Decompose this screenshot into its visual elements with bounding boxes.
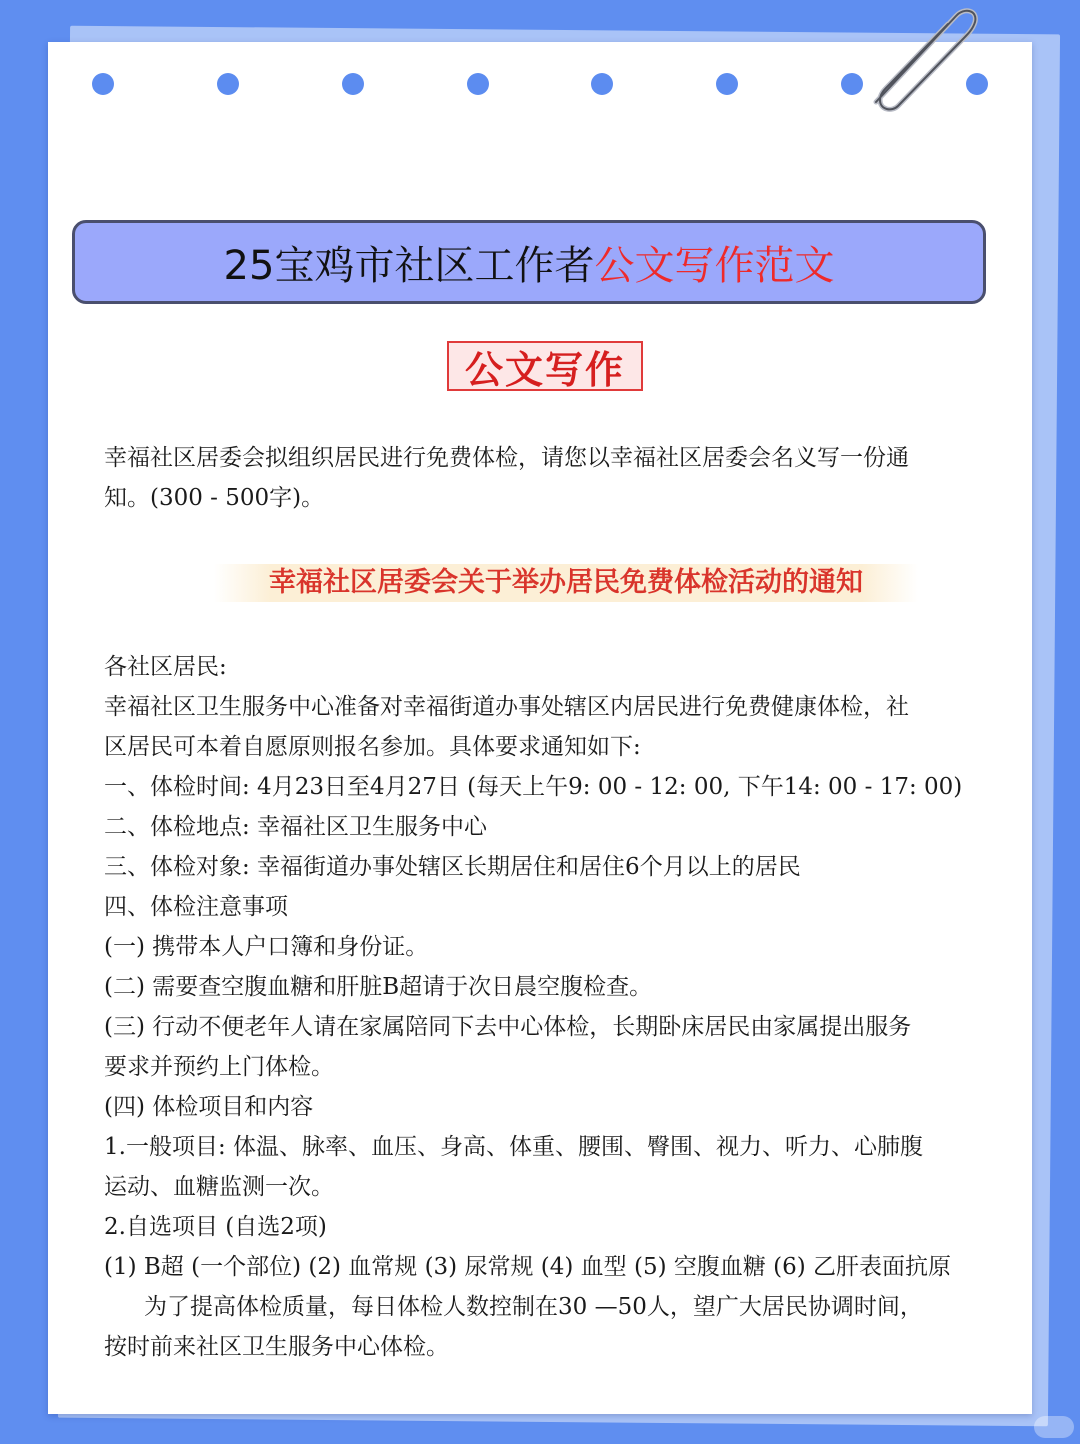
- notice-line: 二、体检地点: 幸福社区卫生服务中心: [104, 814, 488, 840]
- binder-hole-icon: [217, 73, 239, 95]
- section-stamp-label: 公文写作: [464, 346, 625, 392]
- notice-line: 为了提高体检质量，每日体检人数控制在30 —50人，望广大居民协调时间，: [144, 1294, 923, 1320]
- binder-hole-icon: [467, 73, 489, 95]
- binder-hole-icon: [92, 73, 114, 95]
- page-title-highlight: 公文写作范文: [594, 242, 835, 289]
- notice-title: 幸福社区居委会关于举办居民免费体检活动的通知: [214, 564, 918, 602]
- notice-line: (三) 行动不便老年人请在家属陪同下去中心体检，长期卧床居民由家属提出服务: [104, 1014, 912, 1040]
- notice-line: 各社区居民:: [104, 654, 227, 680]
- notice-line: 按时前来社区卫生服务中心体检。: [104, 1334, 449, 1360]
- page-title-main: 25宝鸡市社区工作者: [223, 242, 595, 289]
- notice-line: 区居民可本着自愿原则报名参加。具体要求通知如下:: [104, 734, 641, 760]
- notice-line: 一、体检时间: 4月23日至4月27日 (每天上午9: 00 - 12: 00, 下午14: 00 - 17: 00): [104, 774, 963, 800]
- binder-hole-icon: [591, 73, 613, 95]
- notice-body: [104, 647, 984, 1367]
- notice-line: 四、体检注意事项: [104, 894, 288, 920]
- notice-line: 1.一般项目: 体温、脉率、血压、身高、体重、腰围、臀围、视力、听力、心肺腹: [104, 1134, 924, 1160]
- page-title: [72, 220, 986, 304]
- notice-line: (1) B超 (一个部位) (2) 血常规 (3) 尿常规 (4) 血型 (5) 空腹血糖 (6) 乙肝表面抗原: [104, 1254, 952, 1280]
- binder-hole-icon: [716, 73, 738, 95]
- notice-line: 三、体检对象: 幸福街道办事处辖区长期居住和居住6个月以上的居民: [104, 854, 801, 880]
- notice-line: 幸福社区卫生服务中心准备对幸福街道办事处辖区内居民进行免费健康体检，社: [104, 694, 909, 720]
- notice-line: (四) 体检项目和内容: [104, 1094, 314, 1120]
- notice-line: 2.自选项目 (自选2项): [104, 1214, 327, 1240]
- notice-line: 运动、血糖监测一次。: [104, 1174, 334, 1200]
- notice-line: (二) 需要查空腹血糖和肝脏B超请于次日晨空腹检查。: [104, 974, 653, 1000]
- notice-line: (一) 携带本人户口簿和身份证。: [104, 934, 429, 960]
- watermark-badge: [1034, 1416, 1074, 1438]
- question-prompt: [104, 438, 984, 518]
- binder-hole-icon: [342, 73, 364, 95]
- question-line: 幸福社区居委会拟组织居民进行免费体检，请您以幸福社区居委会名义写一份通: [104, 445, 909, 471]
- section-stamp: [447, 341, 643, 391]
- question-line: 知。(300 - 500字)。: [104, 485, 325, 511]
- notice-line: 要求并预约上门体检。: [104, 1054, 334, 1080]
- paperclip-icon: [858, 2, 988, 112]
